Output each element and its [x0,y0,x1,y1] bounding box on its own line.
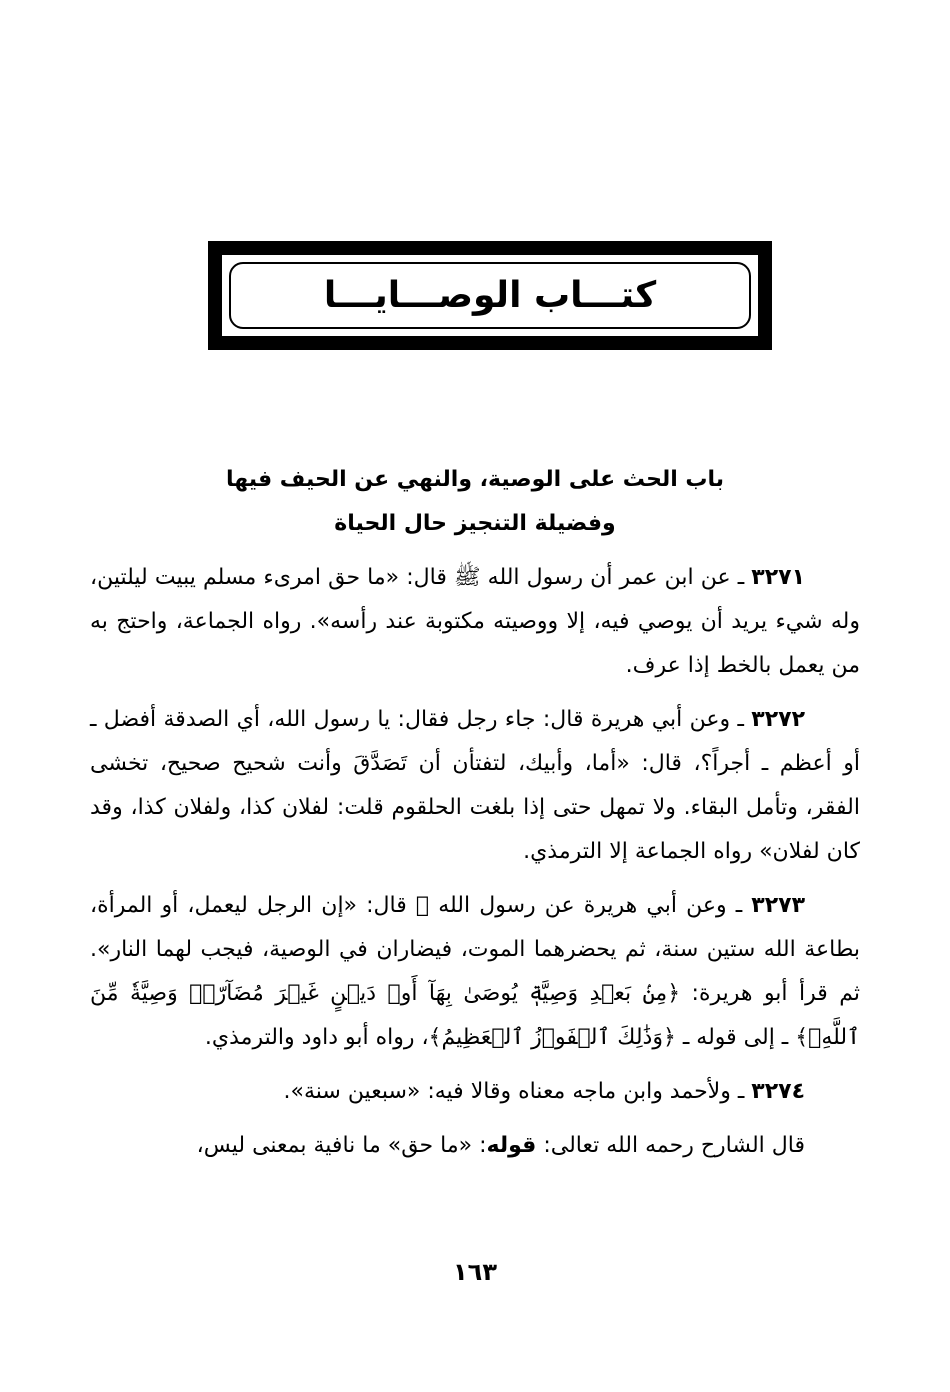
body-text [90,556,860,1178]
hadith-text: ـ وعن أبي هريرة عن رسول الله ﷺ قال: «إن الرجل ليعمل، أو المرأة، بطاعة الله ستين سنة، ثم يحضرهما الموت، فيضاران في الوصية، فيجب لهما النار». ثم قرأ أبو هريرة: ﴿مِنۢ بَعۡدِ وَصِيَّةٖ يُوصَىٰ بِهَآ أَوۡ دَيۡنٍ غَيۡرَ مُضَآرّٖۚ وَصِيَّةٗ مِّنَ ٱللَّهِۗ﴾ ـ إلى قوله ـ ﴿وَذَٰلِكَ ٱلۡفَوۡزُ ٱلۡعَظِيمُ﴾، رواه أبو داود والترمذي. [90,893,860,1050]
chapter-heading-line-2: وفضيلة التنجيز حال الحياة [334,511,616,536]
hadith-number: ٣٢٧٢ [751,707,805,732]
commentary-intro: قال الشارح رحمه الله تعالى: [536,1133,805,1158]
hadith-text: ـ ولأحمد وابن ماجه معناه وقالا فيه: «سبعين سنة». [283,1079,752,1104]
book-title-box [229,262,751,329]
chapter-heading-line-1: باب الحث على الوصية، والنهي عن الحيف فيها [225,467,725,492]
hadith-text: ـ عن ابن عمر أن رسول الله ﷺ قال: «ما حق امرىء مسلم يبيت ليلتين، وله شيء يريد أن يوصي فيه، إلا ووصيته مكتوبة عند رأسه». رواه الجماعة، واحتج به من يعمل بالخط إذا عرف. [90,565,860,678]
commentary-paragraph [90,1124,860,1168]
hadith-number: ٣٢٧٣ [751,893,805,918]
hadith-text: ـ وعن أبي هريرة قال: جاء رجل فقال: يا رسول الله، أي الصدقة أفضل ـ أو أعظم ـ أجراً؟، قال: «أما، وأبيك، لتفتأن أن تَصَدَّقَ وأنت شحيح صحيح، تخشى الفقر، وتأمل البقاء. ولا تمهل حتى إذا بلغت الحلقوم قلت: لفلان كذا، ولفلان كذا، وقد كان لفلان» رواه الجماعة إلا الترمذي. [90,707,860,864]
hadith-paragraph [90,698,860,874]
hadith-paragraph [90,556,860,688]
commentary-text: : «ما حق» ما نافية بمعنى ليس، [196,1133,487,1158]
hadith-paragraph [90,1070,860,1114]
chapter-heading [120,458,830,546]
hadith-number: ٣٢٧٤ [751,1079,805,1104]
hadith-number: ٣٢٧١ [751,565,805,590]
book-title-inner [222,255,758,336]
commentary-lead: قوله [486,1133,537,1158]
page-number: ١٦٣ [453,1258,497,1286]
book-title-frame [208,241,772,350]
book-title: كتـــاب الوصـــايـــا [323,275,657,316]
hadith-paragraph [90,884,860,1060]
